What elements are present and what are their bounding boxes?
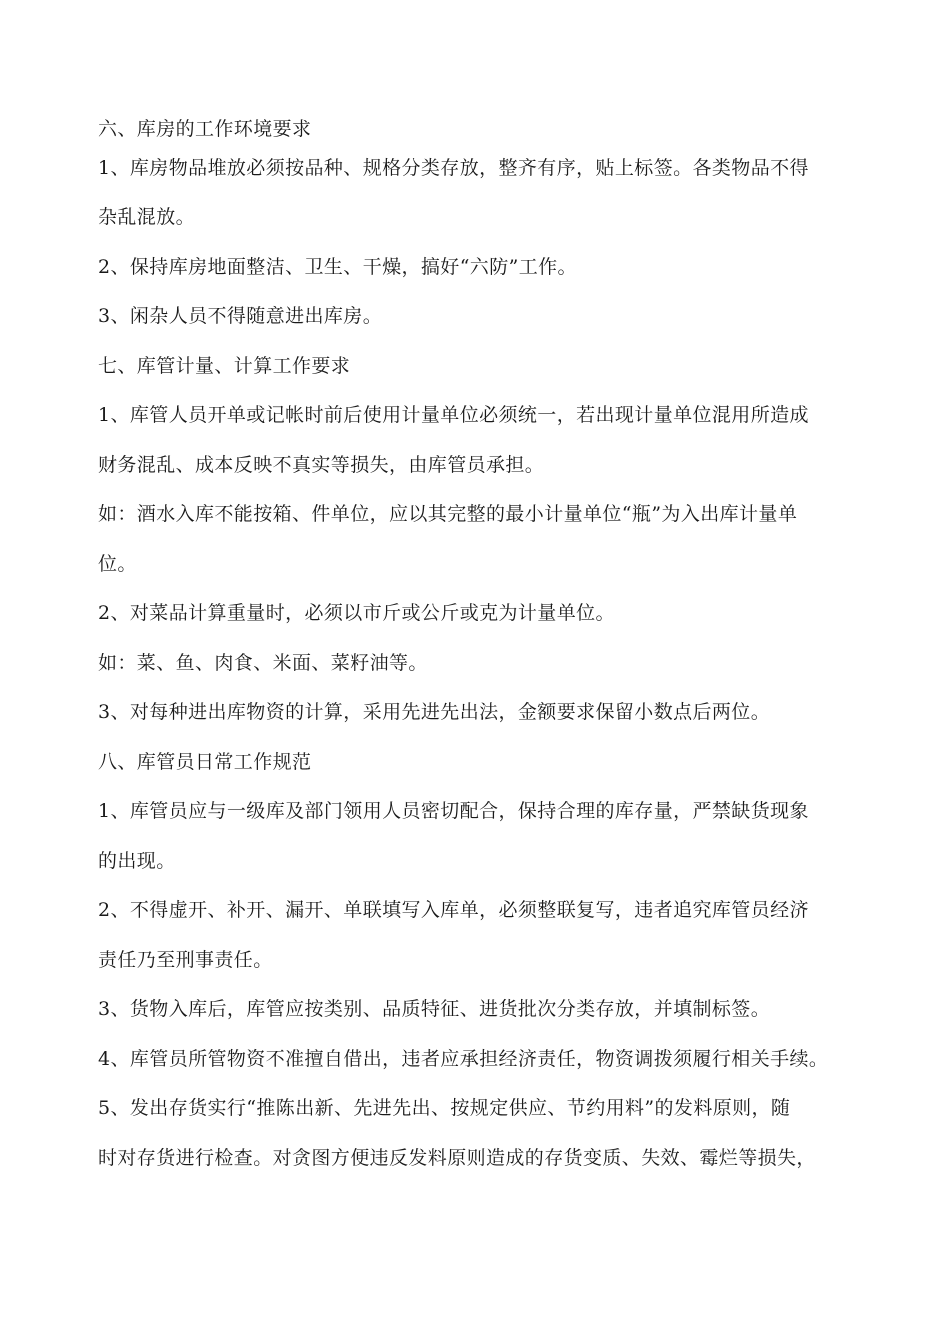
paragraph-line: 3、闲杂人员不得随意进出库房。 [98,305,383,327]
section-heading-6: 六、库房的工作环境要求 [98,118,312,140]
paragraph-line: 责任乃至刑事责任。 [98,949,273,971]
paragraph-line: 如：酒水入库不能按箱、件单位，应以其完整的最小计量单位“瓶”为入出库计量单 [98,503,798,525]
paragraph-line: 3、货物入库后，库管应按类别、品质特征、进货批次分类存放，并填制标签。 [98,998,771,1020]
paragraph-line: 的出现。 [98,850,176,872]
paragraph-line: 2、对菜品计算重量时，必须以市斤或公斤或克为计量单位。 [98,602,615,624]
paragraph-line: 1、库管员应与一级库及部门领用人员密切配合，保持合理的库存量，严禁缺货现象 [98,800,809,822]
paragraph-line: 如：菜、鱼、肉食、米面、菜籽油等。 [98,652,428,674]
paragraph-line: 杂乱混放。 [98,206,196,228]
section-heading-7: 七、库管计量、计算工作要求 [98,355,351,377]
paragraph-line: 3、对每种进出库物资的计算，采用先进先出法，金额要求保留小数点后两位。 [98,701,771,723]
paragraph-line: 1、库房物品堆放必须按品种、规格分类存放，整齐有序，贴上标签。各类物品不得 [98,157,809,179]
paragraph-line: 时对存货进行检查。对贪图方便违反发料原则造成的存货变质、失效、霉烂等损失， [98,1147,816,1169]
paragraph-line: 2、保持库房地面整洁、卫生、干燥，搞好“六防”工作。 [98,256,577,278]
paragraph-line: 5、发出存货实行“推陈出新、先进先出、按规定供应、节约用料”的发料原则，随 [98,1097,791,1119]
paragraph-line: 1、库管人员开单或记帐时前后使用计量单位必须统一，若出现计量单位混用所造成 [98,404,809,426]
paragraph-line: 财务混乱、成本反映不真实等损失，由库管员承担。 [98,454,545,476]
paragraph-line: 2、不得虚开、补开、漏开、单联填写入库单，必须整联复写，违者追究库管员经济 [98,899,809,921]
paragraph-line: 位。 [98,553,137,575]
section-heading-8: 八、库管员日常工作规范 [98,751,312,773]
paragraph-line: 4、库管员所管物资不准擅自借出，违者应承担经济责任，物资调拨须履行相关手续。 [98,1048,829,1070]
